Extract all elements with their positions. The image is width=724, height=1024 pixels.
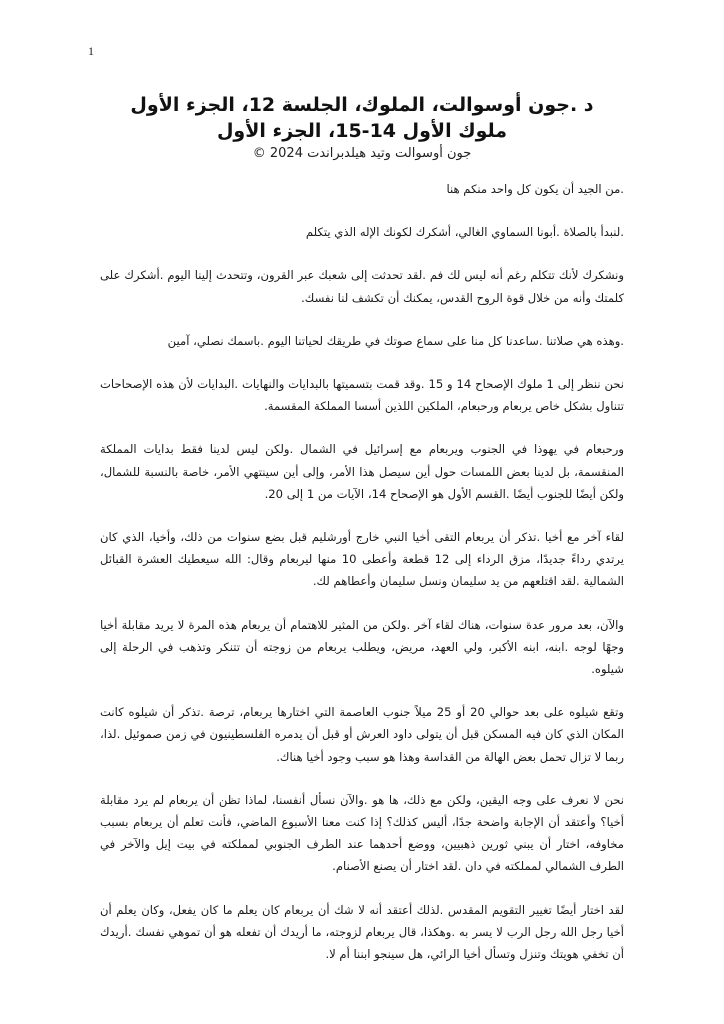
document-header — [95, 92, 629, 164]
document-subtitle: ملوك الأول 14-15، الجزء الأول — [216, 120, 508, 142]
paragraph-6: ورحبعام في يهوذا في الجنوب ويربعام مع إسرائيل في الشمال .ولكن ليس لدينا فقط بدايات المملكة المنقسمة، بل لدينا بعض اللمسات حول أين سيصل هذا الأمر، وإلى أين سينتهي الأمر، خاصة بالنسبة للشمال، ولكن أيضًا للجنوب أيضًا .القسم الأول هو الإصحاح 14، الآيات من 1 إلى 20. — [100, 442, 624, 501]
copyright-line: جون أوسوالت وتيد هيلدبراندت 2024 © — [252, 146, 472, 161]
page-number: 1 — [88, 44, 94, 58]
paragraph-1: .من الجيد أن يكون كل واحد منكم هنا — [446, 182, 624, 196]
paragraph-11: لقد اختار أيضًا تغيير التقويم المقدس .لذلك أعتقد أنه لا شك أن يربعام كان يعلم ما كان يفعل، وكان يعلم أن أخيا رجل الله رجل الرب لا يسر به .وهكذا، قال يربعام لزوجته، ما أريدك أن تفعله هو أن تموهي نفسك .أريدك أن تخفي هويتك وتنزل وتسأل أخيا الرائي، هل سينجو ابننا أم لا. — [100, 902, 624, 962]
document-body — [100, 178, 624, 986]
paragraph-7: لقاء آخر مع أخيا .تذكر أن يربعام التقى أخيا النبي خارج أورشليم قبل بضع سنوات من ذلك، وأخيا، الذي كان يرتدي رداءً جديدًا، مزق الرداء إلى 12 قطعة وأعطى 10 منها ليربعام وقال: الله سيعطيك العشرة القبائل الشمالية .لقد اقتلعهم من يد سليمان ونسل سليمان وأعطاهم لك. — [100, 530, 624, 589]
paragraph-9: وتقع شيلوه على بعد حوالي 20 أو 25 ميلاً جنوب العاصمة التي اختارها يربعام، ترصة .تذكر أن شيلوه كانت المكان الذي كان فيه المسكن قبل أن يتولى داود العرش أو قبل أن يدمره الفلسطينيون في زمن صموئيل .لذا، ربما لا تزال تحمل بعض الهالة من القداسة وهذا هو سبب وجود أخيا هناك. — [100, 705, 624, 764]
paragraph-3: ونشكرك لأنك تتكلم رغم أنه ليس لك فم .لقد تحدثت إلى شعبك عبر القرون، وتتحدث إلينا اليوم .أشكرك على كلمتك وأنه من خلال قوة الروح القدس، يمكنك أن تكشف لنا نفسك. — [100, 268, 624, 305]
paragraph-2: .لنبدأ بالصلاة .أبونا السماوي الغالي، أشكرك لكونك الإله الذي يتكلم — [305, 225, 624, 240]
paragraph-4: .وهذه هي صلاتنا .ساعدنا كل منا على سماع صوتك في طريقك لحياتنا اليوم .باسمك نصلي، آمين — [167, 333, 624, 348]
paragraph-10: نحن لا نعرف على وجه اليقين، ولكن مع ذلك، ها هو .والآن نسأل أنفسنا، لماذا تظن أن يربعام لم يرد مقابلة أخيا؟ وأعتقد أن الإجابة واضحة جدًا، أليس كذلك؟ إذا كنت معنا الأسبوع الماضي، فأنت تعلم أن يربعام بسبب مخاوفه، اختار أن يبني ثورين ذهبيين، ووضع أحدهما عند الطرف الجنوبي لمملكته في بيت إيل والآخر في الطرف الشمالي لمملكته في دان .لقد اختار أن يصنع الأصنام. — [100, 792, 624, 874]
document-title: د .جون أوسوالت، الملوك، الجلسة 12، الجزء الأول — [130, 94, 594, 116]
paragraph-8: والآن، بعد مرور عدة سنوات، هناك لقاء آخر .ولكن من المثير للاهتمام أن يربعام هذه المرة لا يريد مقابلة أخيا وجهًا لوجه .ابنه، ابنه الأكبر، ولي العهد، مريض، ويطلب يربعام من زوجته أن تتنكر وتذهب في الرحلة إلى شيلوه. — [100, 617, 624, 677]
paragraph-5: نحن ننظر إلى 1 ملوك الإصحاح 14 و 15 .وقد قمت بتسميتها بالبدايات والنهايات .البدايات لأن هذه الإصحاحات تتناول بشكل خاص يربعام ورحبعام، الملكين اللذين أسسا المملكة المقسمة. — [100, 377, 624, 414]
